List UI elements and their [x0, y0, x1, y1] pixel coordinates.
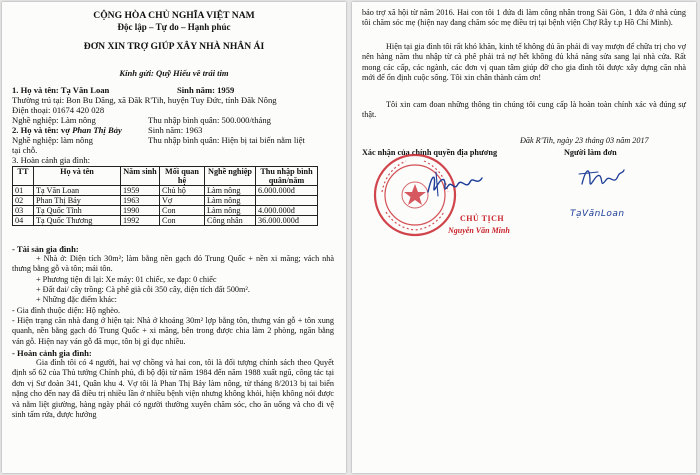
person2-income-cont: tại chỗ.	[12, 145, 38, 155]
document-title: ĐƠN XIN TRỢ GIÚP XÂY NHÀ NHÂN ÁI	[83, 41, 265, 52]
recipient: Kính gửi: Quỹ Hiếu về trái tim	[119, 68, 229, 78]
household-category: - Gia đình thuộc diện: Hộ nghèo.	[12, 306, 121, 315]
header-name: Họ và tên	[34, 167, 121, 186]
cell-tt: 04	[13, 216, 34, 226]
table-row	[13, 196, 318, 206]
cell-income: 4.000.000đ	[256, 206, 318, 216]
stamp-name: Nguyễn Văn Minh	[448, 226, 510, 235]
header-birth-year: Năm sinh	[121, 167, 160, 186]
cell-tt: 01	[13, 186, 34, 196]
cell-relation: Chủ hộ	[160, 186, 205, 196]
person2-name: Phan Thị Bảy	[72, 125, 122, 135]
cell-income: 36.000.000đ	[256, 216, 318, 226]
table-row	[13, 206, 318, 216]
header-job: Nghề nghiệp	[205, 167, 256, 186]
table-row	[13, 216, 318, 226]
person1-name-label: 1. Họ và tên:	[12, 85, 61, 95]
cell-tt: 02	[13, 196, 34, 206]
person2-birth: Sinh năm: 1963	[148, 125, 203, 135]
circumstance-body: Gia đình tôi có 4 người, hai vợ chồng và hai con, tôi là đối tượng chính sách theo Quyết định số 62 của Thủ tướng Chính phủ, đi bộ đội từ năm 1984 đến năm 1988 xuất ngũ, công tác tại đơn vị Sư đoàn 341, Quân khu 4. Vợ tôi là Phan Thị Bảy làm nông, từ tháng 8/2013 bị tai biến nặng cho đến nay đã điều trị nhiều lần ở nhiều bệnh viện nhưng không khỏi, hiện không nói được và nằm liệt giường, hàng ngày phải có người thường xuyên chăm sóc, cho ăn uống và cho đi vệ sinh tấm rửa, được hưởng	[12, 358, 334, 420]
chairman-signature	[424, 166, 486, 202]
person1-birth: Sinh năm: 1959	[177, 85, 235, 95]
cell-birth-year: 1963	[121, 196, 160, 206]
cell-name: Tạ Quốc Thương	[34, 216, 121, 226]
section-family: 3. Hoàn cảnh gia đình:	[12, 155, 91, 165]
applicant-signature	[576, 162, 628, 196]
circumstance-title: - Hoàn cảnh gia đình:	[12, 348, 92, 358]
stamp-title: CHỦ TỊCH	[460, 214, 505, 223]
person2-name-label: 2. Họ và tên: vợ	[12, 125, 73, 135]
cell-relation: Vợ	[160, 196, 205, 206]
cell-income: 6.000.000đ	[256, 186, 318, 196]
person1-income: Thu nhập bình quân: 500.000/tháng	[148, 115, 271, 125]
national-title: CỘNG HÒA CHỦ NGHĨA VIỆT NAM	[93, 10, 255, 21]
assets-land: + Đất đai/ cây trồng: Cà phê già cỗi 350 cây, diện tích đất 500m².	[36, 285, 250, 294]
signature-scribble-icon	[576, 162, 628, 196]
motto: Độc lập – Tự do – Hạnh phúc	[117, 22, 231, 32]
person1-address: Thường trú tại: Bon Bu Dăng, xã Đăk R'Tih, huyện Tuy Đức, tỉnh Đăk Nông	[12, 95, 277, 105]
applicant-signature-name: TạVănLoan	[570, 209, 625, 219]
house-current-state: - Hiện trạng căn nhà đang ở hiện tại: Nhà ở khoảng 30m² lợp bằng tôn, thưng ván gỗ + tôn xung quanh, nền bằng gạch đỏ Trung Quốc + xi măng, bên trong được chia làm 2 phòng, ngăn bằng ván gỗ. Hiện nay ván gỗ đã mục, tôn bị gỉ đục nhiều.	[12, 316, 334, 346]
person1-job: Nghề nghiệp: Làm nông	[12, 115, 96, 125]
cell-job: Làm nông	[205, 186, 256, 196]
cell-relation: Con	[160, 216, 205, 226]
cell-birth-year: 1990	[121, 206, 160, 216]
assets-title: - Tài sản gia đình:	[12, 244, 79, 254]
cell-job: Làm nông	[205, 196, 256, 206]
cell-birth-year: 1992	[121, 216, 160, 226]
cell-birth-year: 1959	[121, 186, 160, 196]
table-header-row	[13, 167, 318, 186]
cell-name: Tạ Văn Loan	[34, 186, 121, 196]
person2-name-line	[12, 125, 122, 135]
assets-house: + Nhà ở: Diện tích 30m²; làm bằng nền gạch đỏ Trung Quốc + nền xi măng; vách nhà thưng bằng gỗ và tôn; mái tôn.	[12, 254, 334, 274]
cell-name: Tạ Quốc Tĩnh	[34, 206, 121, 216]
household-table	[12, 166, 318, 226]
assets-other: + Những đặc điểm khác:	[36, 295, 117, 304]
local-confirmation-label: Xác nhận của chính quyền địa phương	[362, 148, 498, 157]
cell-job: Làm nông	[205, 206, 256, 216]
date-line: Đăk R'Tih, ngày 23 tháng 03 năm 2017	[520, 136, 649, 145]
right-page	[352, 2, 696, 473]
body-hardship: Hiện tại gia đình tôi rất khó khăn, kinh tế không đủ ăn phải đi vay mượn để chữa trị cho vợ nên hàng năm thu nhập từ cà phê phải trả nợ hết không đủ khả năng sửa sang lại nhà cửa. Rất mong các cấp, các ngành, các đơn vị quan tâm giúp đỡ cho gia đình tôi được xây dựng căn nhà mới để ổn định cuộc sống. Tôi xin chân thành cảm ơn!	[362, 42, 686, 83]
table-row	[13, 186, 318, 196]
person2-income: Thu nhập bình quân: Hiện bị tai biến nằm liệt	[148, 135, 305, 145]
body-commitment: Tôi xin cam đoan những thông tin chúng tôi cung cấp là hoàn toàn chính xác và đúng sự thật.	[362, 100, 686, 120]
cell-tt: 03	[13, 206, 34, 216]
header-tt: TT	[13, 167, 34, 186]
cell-relation: Con	[160, 206, 205, 216]
cell-name: Phan Thị Bảy	[34, 196, 121, 206]
left-page	[2, 2, 346, 473]
cell-job: Công nhân	[205, 216, 256, 226]
header-relation: Mối quan hệ	[160, 167, 205, 186]
person1-name-line	[12, 85, 109, 95]
body-continued: bảo trợ xã hội từ năm 2016. Hai con tôi 1 đứa đi làm công nhân trong Sài Gòn, 1 đứa ở nhà cùng tôi chăm sóc mẹ (hiện nay đang chăm sóc mẹ điều trị tại bệnh viện Chợ Rẫy t.p Hồ Chí Minh).	[362, 8, 686, 28]
signature-scribble-icon	[424, 166, 486, 202]
assets-vehicle: + Phương tiện đi lại: Xe máy: 01 chiếc, xe đạp: 0 chiếc	[36, 275, 217, 284]
cell-income	[256, 196, 318, 206]
header-income: Thu nhập bình quân/năm	[256, 167, 318, 186]
person1-name: Tạ Văn Loan	[60, 85, 110, 95]
person2-job: Nghề nghiệp: làm nông	[12, 135, 93, 145]
person1-phone: Điện thoại: 01674 420 028	[12, 105, 105, 115]
applicant-label: Người làm đơn	[564, 148, 617, 157]
